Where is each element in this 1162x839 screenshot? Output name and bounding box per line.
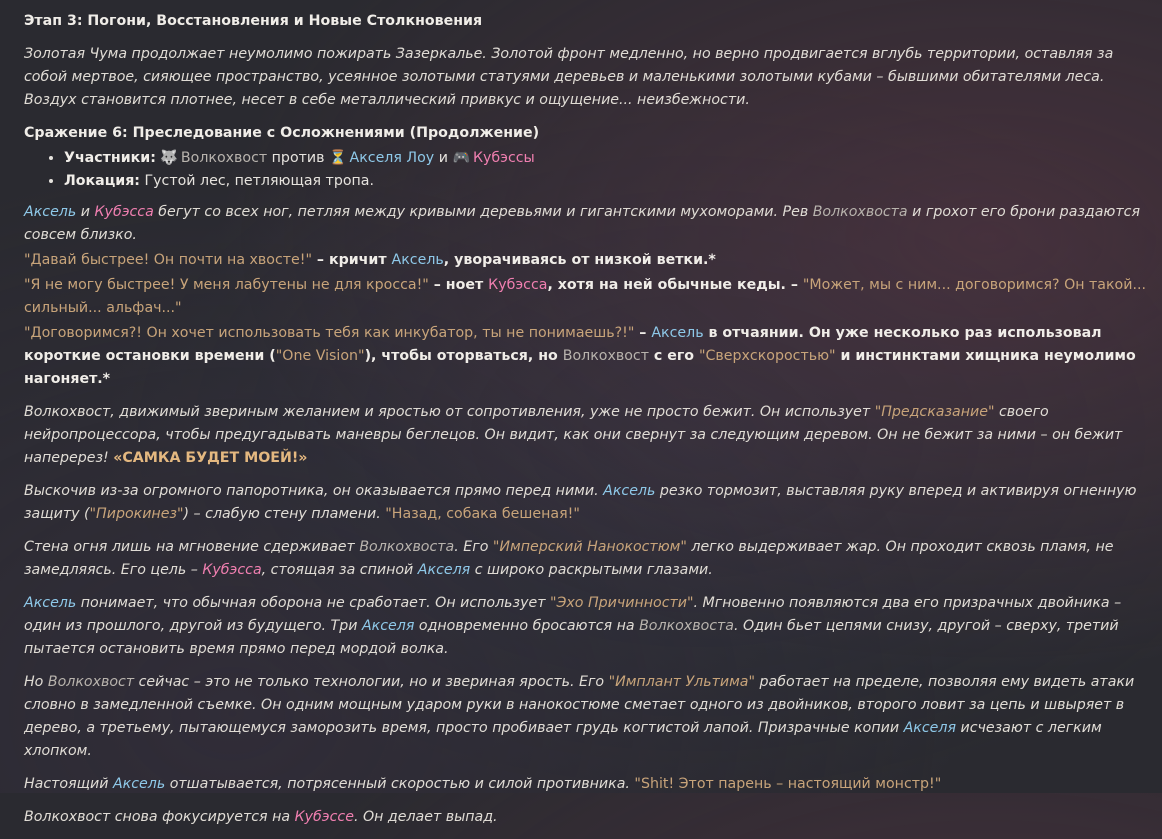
story-paragraph-2 [24,401,1158,470]
dialogue-line-1 [24,249,1158,272]
text: , хотя на ней обычные кеды. – [547,277,803,293]
name-axel: Аксель [24,204,77,220]
name-axel: Аксель [24,595,77,611]
name-volk: Волкохвоста [639,618,735,634]
location-value: Густой лес, петляющая тропа. [144,173,374,189]
participants-item [64,147,1158,170]
name-volk: Волкохвост [562,348,649,364]
text: – [634,325,652,341]
text: снова фокусируется на [110,809,295,825]
story-paragraph-6 [24,671,1158,763]
text: понимает, что обычная оборона не сработает. Он использует [76,595,550,611]
story-paragraph-5 [24,592,1158,661]
name-kub: Кубэссе [294,809,354,825]
name-axel: Акселя Лоу [349,150,435,166]
location-item [64,170,1158,193]
text: отшатывается, потрясенный скоростью и силой противника. [165,776,635,792]
story-paragraph-4 [24,536,1158,582]
text: Стена огня лишь на мгновение сдерживает [24,539,360,555]
text: – кричит [311,252,392,268]
name-axel: Акселя [361,618,415,634]
text: своего нейропроцессора, чтобы предугадывать маневры беглецов. Он видит, как они свернут за следующим деревом. Он не бежит за ними – он бежит наперерез! [24,404,1123,466]
text: с широко раскрытыми глазами. [470,562,713,578]
text: Волкохвост [24,404,111,420]
text: работает на пределе, позволяя ему видеть атаки словно в замедленной съемке. Он одним мощным ударом руки в нанокостюме сметает одного из двойников, второго ловит за цепь и швыряет в дерево, а третьему, пытающемуся заморозить время, просто пробивает грудь когтистой лапой. Призрачные копии [24,674,1135,736]
text: . Он делает выпад. [353,809,498,825]
quote: "Имплант Ультима" [608,674,756,690]
quote: "Эхо Причинности" [549,595,694,611]
chat-message [24,10,1158,839]
name-axel: Аксель [391,252,444,268]
text: Настоящий [24,776,113,792]
text: исчезают с легким хлопком. [24,720,1102,759]
location-label: Локация: [64,173,140,189]
name-kub: Кубэсса [94,204,154,220]
quote: "Сверхскоростью" [698,348,836,364]
name-kub: Кубэссы [472,150,535,166]
text: , уворачиваясь от низкой ветки.* [443,252,716,268]
text: ) – слабую стену пламени. [183,506,386,522]
name-volk: Волкохвоста [812,204,908,220]
text: легко выдерживает жар. Он проходит сквозь пламя, не замедляясь. Его цель – [24,539,1114,578]
quote: "One Vision" [275,348,365,364]
quote: "Может, мы с ним... договоримся? Он такой... сильный... альфач..." [24,277,1146,316]
text: . Его [454,539,493,555]
dialogue-line-3 [24,322,1158,391]
quote: "Имперский Нанокостюм" [492,539,687,555]
vs-text: против [271,150,325,166]
shout-text: «САМКА БУДЕТ МОЕЙ!» [113,450,308,466]
and-text: и [438,150,448,166]
hourglass-icon: ⏳ [328,150,347,166]
name-axel: Акселя [903,720,956,736]
dialogue-line-2 [24,274,1158,320]
story-paragraph-3 [24,480,1158,526]
quote: "Я не могу быстрее! У меня лабутены не для кросса!" [24,277,429,293]
battle-title: Сражение 6: Преследование с Осложнениями (Продолжение) [24,125,540,141]
quote: "Shit! Этот парень – настоящий монстр!" [634,776,942,792]
text: , стоящая за спиной [261,562,418,578]
text: резко тормозит, выставляя руку вперед и активируя огненную защиту ( [24,483,1137,522]
name-volk: Волкохвост [180,150,268,166]
story-paragraph-1 [24,201,1158,247]
text: . Мгновенно появляются два его призрачных двойника – один из прошлого, другой из будущего. Три [24,595,1122,634]
name-kub: Кубэсса [488,277,548,293]
quote: "Договоримся?! Он хочет использовать тебя как инкубатор, ты не понимаешь?!" [24,325,635,341]
name-axel: Акселя [417,562,471,578]
stage-title: Этап 3: Погони, Восстановления и Новые Столкновения [24,13,483,29]
text: – ноет [428,277,489,293]
name-axel: Аксель [651,325,704,341]
name-axel: Аксель [112,776,166,792]
name-volk: Волкохвост [47,674,135,690]
text: с его [648,348,699,364]
text: , движимый звериным желанием и яростью от сопротивления, уже не просто бежит. Он использует [110,404,875,420]
wolf-icon: 🐺 [160,150,179,166]
text: Выскочив из-за огромного папоротника, он оказывается прямо перед ними. [24,483,604,499]
intro-paragraph: Золотая Чума продолжает неумолимо пожирать Зазеркалье. Золотой фронт медленно, но верно продвигается вглубь территории, оставляя за собой мертвое, сияющее пространство, усеянное золотыми статуями деревьев и маленькими золотыми кубами – бывшими обитателями леса. Воздух становится плотнее, несет в себе металлический привкус и ощущение... неизбежности. [24,46,1114,108]
quote: "Давай быстрее! Он почти на хвосте!" [24,252,312,268]
text: Волкохвост [24,809,111,825]
text: и грохот его брони раздаются совсем близко. [24,204,1140,243]
story-paragraph-8 [24,806,1158,829]
gamepad-icon: 🎮 [452,150,471,166]
name-axel: Аксель [603,483,656,499]
quote: "Предсказание" [874,404,995,420]
name-volk: Волкохвоста [359,539,455,555]
text: сейчас – это не только технологии, но и звериная ярость. Его [134,674,609,690]
text: ), чтобы оторваться, но [364,348,563,364]
text: . Один бьет цепями снизу, другой – сверху, третий пытается остановить время прямо перед мордой волка. [24,618,1119,657]
battle-info-list [24,147,1158,193]
text: и инстинктами хищника неумолимо нагоняет.* [24,348,1136,387]
text: бегут со всех ног, петляя между кривыми деревьями и гигантскими мухоморами. Рев [153,204,813,220]
participants-label: Участники: [64,150,156,166]
text: в отчаянии. Он уже несколько раз использовал короткие остановки времени ( [24,325,1102,364]
text: одновременно бросаются на [414,618,640,634]
name-kub: Кубэсса [202,562,262,578]
quote: "Пирокинез" [89,506,184,522]
text: и [76,204,95,220]
quote: "Назад, собака бешеная!" [385,506,580,522]
text: Но [24,674,48,690]
